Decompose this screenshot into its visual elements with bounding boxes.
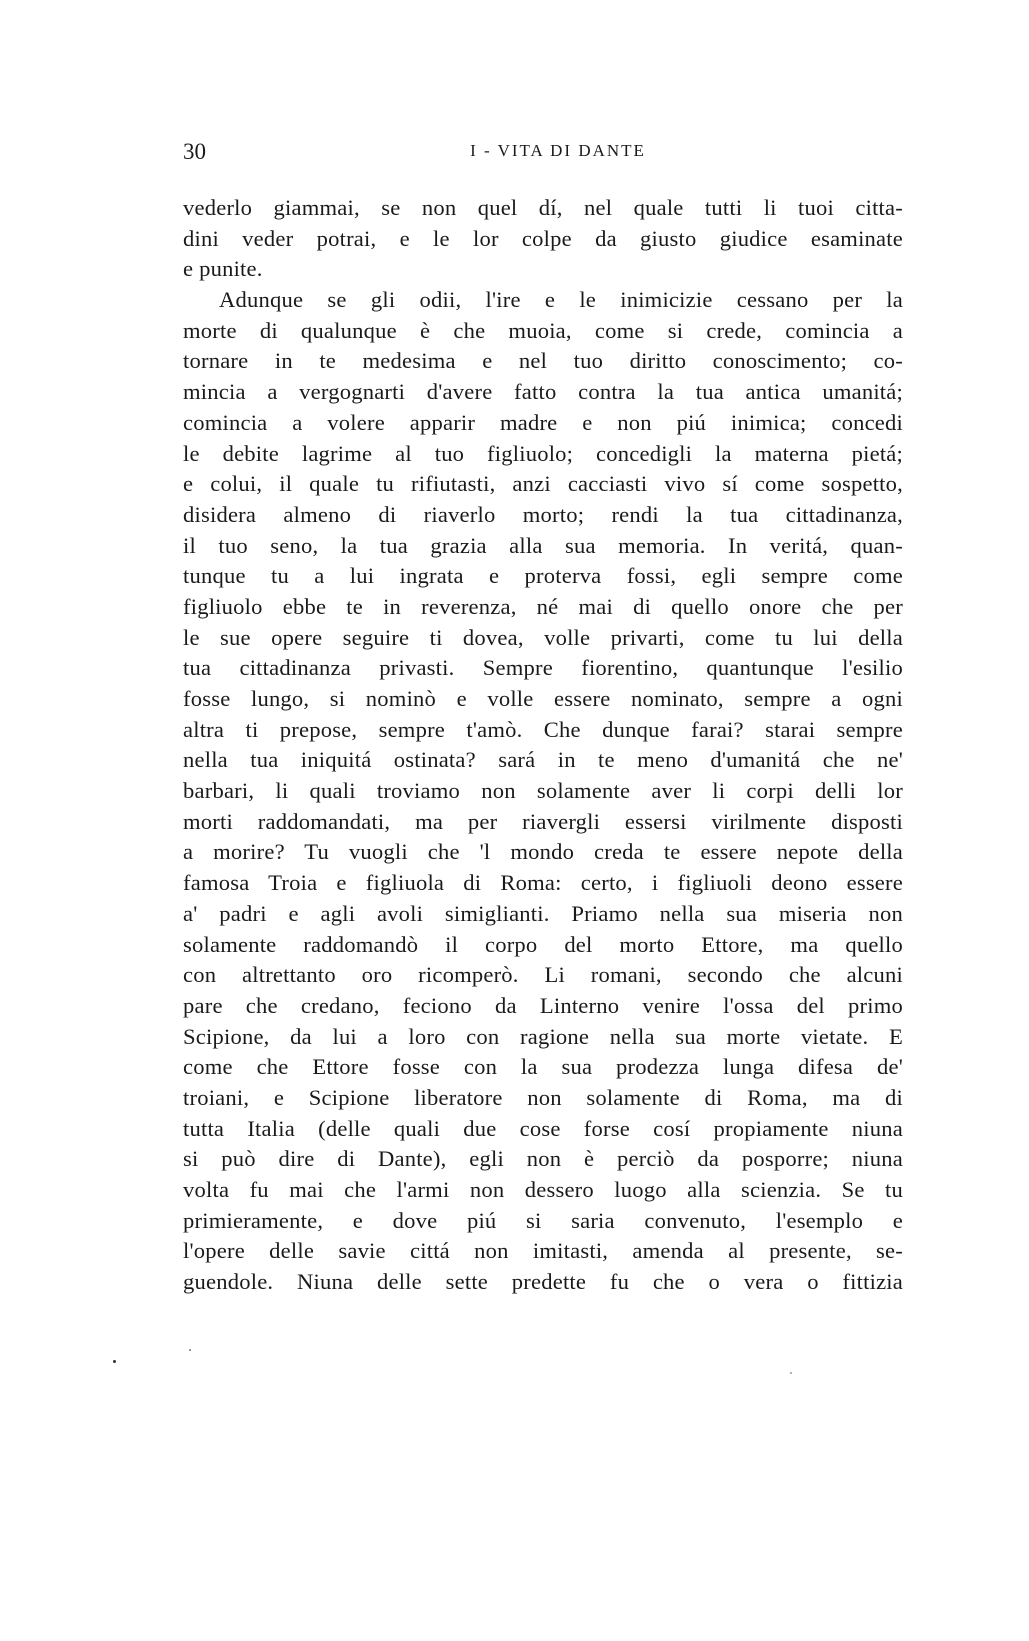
text-line: nella tua iniquitá ostinata? sará in te meno d'umanitá che ne' [183, 747, 903, 773]
text-line: le sue opere seguire ti dovea, volle privarti, come tu lui della [183, 624, 903, 650]
text-line: volta fu mai che l'armi non dessero luogo alla scienzia. Se tu [183, 1177, 903, 1202]
text-line: le debite lagrime al tuo figliuolo; concedigli la materna pietá; [183, 440, 903, 466]
text-line: Scipione, da lui a loro con ragione nella sua morte vietate. E [183, 1023, 903, 1049]
text-line: figliuolo ebbe te in reverenza, né mai di quello onore che per [183, 593, 903, 619]
text-line: con altrettanto oro ricomperò. Li romani, secondo che alcuni [183, 962, 903, 988]
text-line: fosse lungo, si nominò e volle essere nominato, sempre a ogni [183, 686, 903, 711]
scan-speck [189, 1349, 191, 1351]
text-line: altra ti prepose, sempre t'amò. Che dunque farai? starai sempre [183, 716, 903, 742]
text-line: barbari, li quali troviamo non solamente aver li corpi delli lor [183, 778, 903, 804]
text-line: e colui, il quale tu rifiutasti, anzi cacciasti vivo sí come sospetto, [183, 471, 903, 497]
text-line: morte di qualunque è che muoia, come si crede, comincia a [183, 317, 903, 343]
text-line: tutta Italia (delle quali due cose forse cosí propiamente niuna [183, 1115, 903, 1141]
scan-speck [113, 1360, 116, 1363]
text-line: primieramente, e dove piú si saria convenuto, l'esemplo e [183, 1207, 903, 1233]
text-line: mincia a vergognarti d'avere fatto contra la tua antica umanitá; [183, 379, 903, 405]
running-title: I - VITA DI DANTE [470, 141, 646, 160]
scan-speck [790, 1372, 792, 1374]
text-line: vederlo giammai, se non quel dí, nel quale tutti li tuoi citta- [183, 195, 903, 220]
text-line: troiani, e Scipione liberatore non solamente di Roma, ma di [183, 1084, 903, 1110]
body-text [183, 193, 903, 1298]
text-line: si può dire di Dante), egli non è perciò da posporre; niuna [183, 1146, 903, 1172]
text-line: e punite. [183, 256, 263, 282]
text-line: come che Ettore fosse con la sua prodezza lunga difesa de' [183, 1054, 903, 1080]
text-line: il tuo seno, la tua grazia alla sua memoria. In veritá, quan- [183, 532, 903, 558]
text-line: tornare in te medesima e nel tuo diritto conoscimento; co- [183, 348, 903, 374]
page-number: 30 [183, 139, 206, 164]
text-line: solamente raddomandò il corpo del morto Ettore, ma quello [183, 931, 903, 957]
text-line: comincia a volere apparir madre e non piú inimica; concedi [183, 409, 903, 435]
text-line: a' padri e agli avoli simiglianti. Priamo nella sua miseria non [183, 900, 903, 926]
text-line: famosa Troia e figliuola di Roma: certo, i figliuoli deono essere [183, 870, 903, 896]
text-line: tua cittadinanza privasti. Sempre fiorentino, quantunque l'esilio [183, 655, 903, 681]
page-header [183, 139, 903, 169]
text-line: pare che credano, feciono da Linterno venire l'ossa del primo [183, 992, 903, 1018]
text-line: morti raddomandati, ma per riavergli essersi virilmente disposti [183, 808, 903, 834]
text-line: l'opere delle savie cittá non imitasti, amenda al presente, se- [183, 1238, 903, 1264]
text-line: tunque tu a lui ingrata e proterva fossi, egli sempre come [183, 563, 903, 589]
text-line: disidera almeno di riaverlo morto; rendi la tua cittadinanza, [183, 501, 903, 527]
text-line: dini veder potrai, e le lor colpe da giusto giudice esaminate [183, 225, 903, 251]
text-line: Adunque se gli odii, l'ire e le inimicizie cessano per la [219, 287, 903, 313]
text-line: guendole. Niuna delle sette predette fu che o vera o fittizia [183, 1269, 903, 1295]
text-line: a morire? Tu vuogli che 'l mondo creda te essere nepote della [183, 839, 903, 865]
